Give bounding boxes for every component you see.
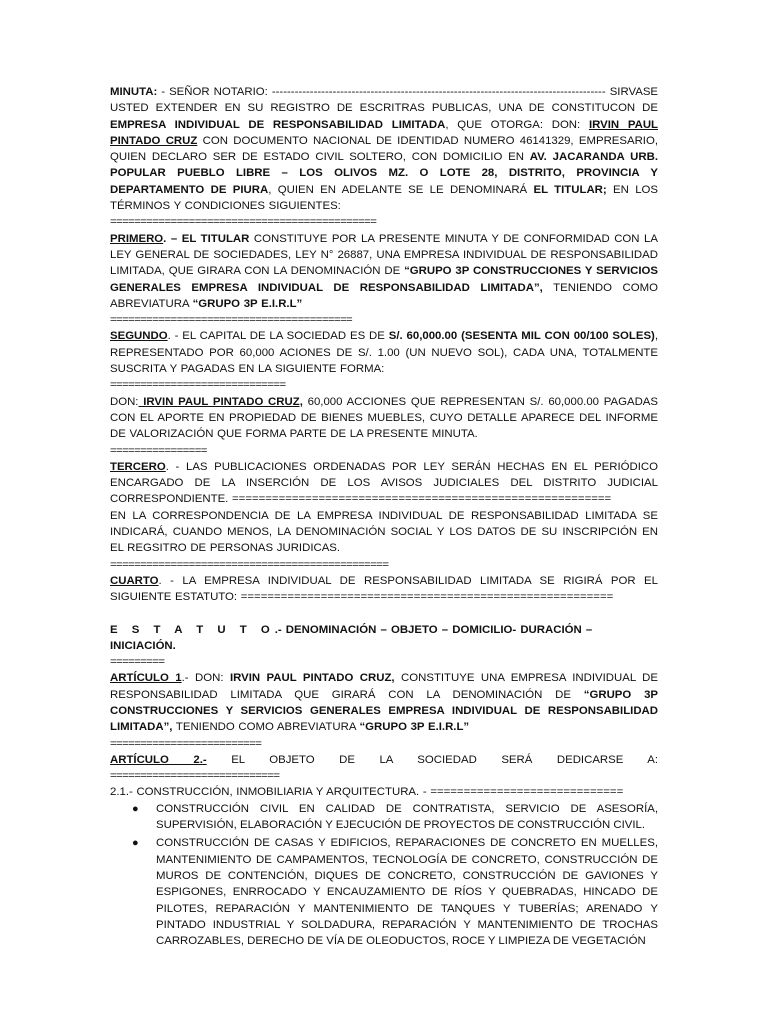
separator: ============================= <box>110 379 286 392</box>
separator: ========= <box>110 656 165 669</box>
tercero-paragraph-2: EN LA CORRESPONDENCIA DE LA EMPRESA INDIVIDUAL DE RESPONSABILIDAD LIMITADA SE INDICARÁ, CUANDO MENOS, LA DENOMINACIÓN SOCIAL Y LOS DATOS DE SU INSCRIPCIÓN EN EL REGSITRO DE PERSONAS JURIDICAS. <box>110 509 658 555</box>
document-page <box>110 84 658 951</box>
don-name: IRVIN PAUL PINTADO CRUZ, <box>138 395 303 408</box>
segundo-don-paragraph: DON: IRVIN PAUL PINTADO CRUZ, 60,000 ACCIONES QUE REPRESENTAN S/. 60,000.00 PAGADAS CON EL APORTE EN PROPIEDAD DE BIENES MUEBLES, CUYO DETALLE APARECE DEL INFORME DE VALORIZACIÓN QUE FORMA PARTE DE LA PRESENTE MINUTA. <box>110 395 658 441</box>
estatuto-heading: E S T A T U T O.- DENOMINACIÓN – OBJETO – DOMICILIO- DURACIÓN – INICIACIÓN. <box>110 623 593 652</box>
separator: ============================================== <box>110 558 389 571</box>
segundo-paragraph: SEGUNDO. - EL CAPITAL DE LA SOCIEDAD ES DE S/. 60,000.00 (SESENTA MIL CON 00/100 SOLES), REPRESENTADO POR 60,000 ACIONES DE S/. 1.00 (UN NUEVO SOL), CADA UNA, TOTALMENTE SUSCRITA Y PAGADAS EN LA SIGUIENTE FORMA: <box>110 330 659 376</box>
grantor-name: IRVIN PAUL PINTADO CRUZ <box>110 118 659 147</box>
segundo-heading: SEGUNDO <box>110 330 168 343</box>
cuarto-paragraph: CUARTO. - LA EMPRESA INDIVIDUAL DE RESPONSABILIDAD LIMITADA SE RIGIRÁ POR EL SIGUIENTE ESTATUTO: ======================================================== <box>110 574 658 604</box>
list-item: ● CONSTRUCCIÓN CIVIL EN CALIDAD DE CONTRATISTA, SERVICIO DE ASESORÍA, SUPERVISIÓN, ELABORACIÓN Y EJECUCIÓN DE PROYECTOS DE CONSTRUCCIÓN CIVIL. <box>132 802 658 832</box>
tercero-paragraph: TERCERO. - LAS PUBLICACIONES ORDENADAS POR LEY SERÁN HECHAS EN EL PERIÓDICO ENCARGADO DE LA INSERCIÓN DE LOS AVISOS JUDICIALES DEL DISTRITO JUDICIAL CORRESPONDIENTE. ========================================================= <box>110 460 658 506</box>
articulo1-heading: ARTÍCULO 1 <box>110 672 182 685</box>
separator: ========================= <box>110 737 262 750</box>
bullet-icon: ● <box>132 837 139 850</box>
tercero-heading: TERCERO <box>110 460 166 473</box>
spacer <box>110 606 658 622</box>
primero-paragraph: PRIMERO. – EL TITULAR CONSTITUYE POR LA PRESENTE MINUTA Y DE CONFORMIDAD CON LA LEY GENERAL DE SOCIEDADES, LEY N° 26887, UNA EMPRESA INDIVIDUAL DE RESPONSABILIDAD LIMITADA, QUE GIRARA CON LA DENOMINACIÓN DE “GRUPO 3P CONSTRUCCIONES Y SERVICIOS GENERALES EMPRESA INDIVIDUAL DE RESPONSABILIDAD LIMITADA”, TENIENDO COMO ABREVIATURA “GRUPO 3P E.I.R.L” <box>110 232 659 310</box>
section-2-1-title: 2.1.- CONSTRUCCIÓN, INMOBILIARIA Y ARQUITECTURA. - ============================= <box>110 786 624 799</box>
articulo1-paragraph: ARTÍCULO 1.- DON: IRVIN PAUL PINTADO CRUZ, CONSTITUYE UNA EMPRESA INDIVIDUAL DE RESPONSABILIDAD LIMITADA QUE GIRARÁ CON LA DENOMINACIÓN DE “GRUPO 3P CONSTRUCCIONES Y SERVICIOS GENERALES EMPRESA INDIVIDUAL DE RESPONSABILIDAD LIMITADA”, TENIENDO COMO ABREVIATURA “GRUPO 3P E.I.R.L” <box>110 672 659 734</box>
minuta-paragraph: MINUTA: - SEÑOR NOTARIO: ---------------------------------------------------------------------------------------- SIRVASE USTED EXTENDER EN SU REGISTRO DE ESCRITRAS PUBLICAS, UNA DE CONSTITUCON DE EMPRESA INDIVIDUAL DE RESPONSABILIDAD LIMITADA, QUE OTORGA: DON: IRVIN PAUL PINTADO CRUZ CON DOCUMENTO NACIONAL DE IDENTIDAD NUMERO 46141329, EMPRESARIO, QUIEN DECLARO SER DE ESTADO CIVIL SOLTERO, CON DOMICILIO EN AV. JACARANDA URB. POPULAR PUEBLO LIBRE – LOS OLIVOS MZ. O LOTE 28, DISTRITO, PROVINCIA Y DEPARTAMENTO DE PIURA, QUIEN EN ADELANTE SE LE DENOMINARÁ EL TITULAR; EN LOS TÉRMINOS Y CONDICIONES SIGUIENTES: <box>110 86 659 213</box>
separator: ================ <box>110 444 207 457</box>
articulo2-heading: ARTÍCULO 2.- <box>110 753 207 766</box>
minuta-label: MINUTA: <box>110 86 158 98</box>
cuarto-heading: CUARTO <box>110 574 159 587</box>
articulo2-paragraph: ARTÍCULO 2.- EL OBJETO DE LA SOCIEDAD SERÁ DEDICARSE A: <box>110 753 658 766</box>
primero-heading: PRIMERO <box>110 232 164 245</box>
separator: ============================================ <box>110 216 377 229</box>
objeto-list <box>110 801 658 950</box>
list-item: ● CONSTRUCCIÓN DE CASAS Y EDIFICIOS, REPARACIONES DE CONCRETO EN MUELLES, MANTENIMIENTO DE CAMPAMENTOS, TECNOLOGÍA DE CONCRETO, CONSTRUCCIÓN DE MUROS DE CONTENCIÓN, DIQUES DE CONCRETO, CONSTRUCCIÓN DE GAVIONES Y ESPIGONES, ENRROCADO Y ENCAUZAMIENTO DE RÍOS Y QUEBRADAS, HINCADO DE PILOTES, REPARACIÓN Y MANTENIMIENTO DE TANQUES Y TUBERÍAS; ARENADO Y PINTADO INDUSTRIAL Y SOLDADURA, REPARACIÓN Y MANTENIMIENTO DE TROCHAS CARROZABLES, DERECHO DE VÍA DE OLEODUCTOS, ROCE Y LIMPIEZA DE VEGETACIÓN <box>132 837 658 948</box>
bullet-icon: ● <box>132 802 139 815</box>
separator: ======================================== <box>110 314 353 327</box>
separator: ============================ <box>110 770 280 783</box>
